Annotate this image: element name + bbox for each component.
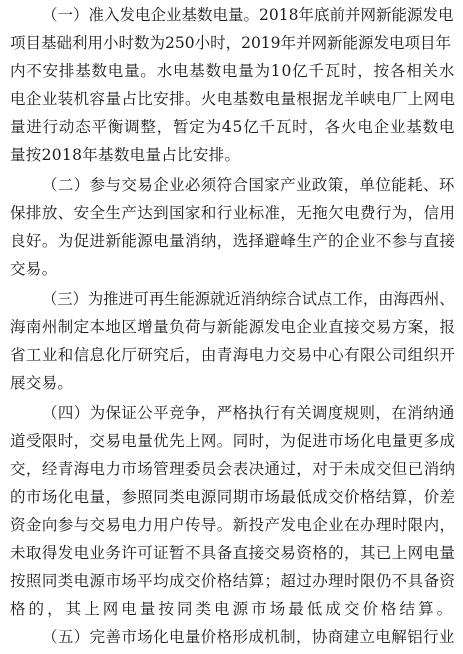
paragraph-1-line-2: 项目基础利用小时数为250小时，2019年并网新能源发电项目年 bbox=[10, 34, 452, 52]
paragraph-3-line-4: 展交易。 bbox=[10, 374, 74, 392]
paragraph-1-line-3: 内不安排基数电量。水电基数电量为10亿千瓦时，按各相关水 bbox=[10, 62, 456, 80]
paragraph-4-line-8: 格的，其上网电量按同类电源市场最低成交价格结算。 bbox=[10, 600, 456, 618]
paragraph-4-line-7: 按照同类电源市场平均成交价格结算；超过办理时限仍不具备资 bbox=[10, 572, 456, 590]
paragraph-4-line-4: 的市场化电量，参照同类电源同期市场最低成交价格结算，价差 bbox=[10, 488, 456, 506]
paragraph-1-line-6: 量按2018年基数电量占比安排。 bbox=[10, 146, 241, 164]
paragraph-5-line-1: （五）完善市场化电量价格形成机制，协商建立电解铝行业 bbox=[42, 628, 455, 646]
paragraph-4-line-2: 道受限时，交易电量优先上网。同时，为促进市场化电量更多成 bbox=[10, 432, 456, 450]
paragraph-3-line-3: 省工业和信息化厅研究后，由青海电力交易中心有限公司组织开 bbox=[10, 346, 456, 364]
paragraph-2-line-1: （二）参与交易企业必须符合国家产业政策，单位能耗、环 bbox=[42, 176, 455, 194]
paragraph-4-line-5: 资金向参与交易电力用户传导。新投产发电企业在办理时限内， bbox=[10, 516, 456, 534]
paragraph-3-line-1: （三）为推进可再生能源就近消纳综合试点工作，由海西州、 bbox=[42, 290, 455, 308]
paragraph-3-line-2: 海南州制定本地区增量负荷与新能源发电企业直接交易方案，报 bbox=[10, 318, 456, 336]
paragraph-2-line-4: 交易。 bbox=[10, 260, 58, 278]
paragraph-4-line-1: （四）为保证公平竞争，严格执行有关调度规则，在消纳通 bbox=[42, 404, 455, 422]
paragraph-1-line-4: 电企业装机容量占比安排。火电基数电量根据龙羊峡电厂上网电 bbox=[10, 90, 456, 108]
paragraph-4-line-3: 交，经青海电力市场管理委员会表决通过，对于未成交但已消纳 bbox=[10, 460, 456, 478]
paragraph-4-line-6: 未取得发电业务许可证暂不具备直接交易资格的，其已上网电量 bbox=[10, 544, 456, 562]
paragraph-2-line-2: 保排放、安全生产达到国家和行业标准，无拖欠电费行为，信用 bbox=[10, 204, 456, 222]
paragraph-1-line-1: （一）准入发电企业基数电量。2018年底前并网新能源发电 bbox=[42, 6, 454, 24]
paragraph-2-line-3: 良好。为促进新能源电量消纳，选择避峰生产的企业不参与直接 bbox=[10, 232, 456, 250]
paragraph-1-line-5: 量进行动态平衡调整，暂定为45亿千瓦时，各火电企业基数电 bbox=[10, 118, 456, 136]
